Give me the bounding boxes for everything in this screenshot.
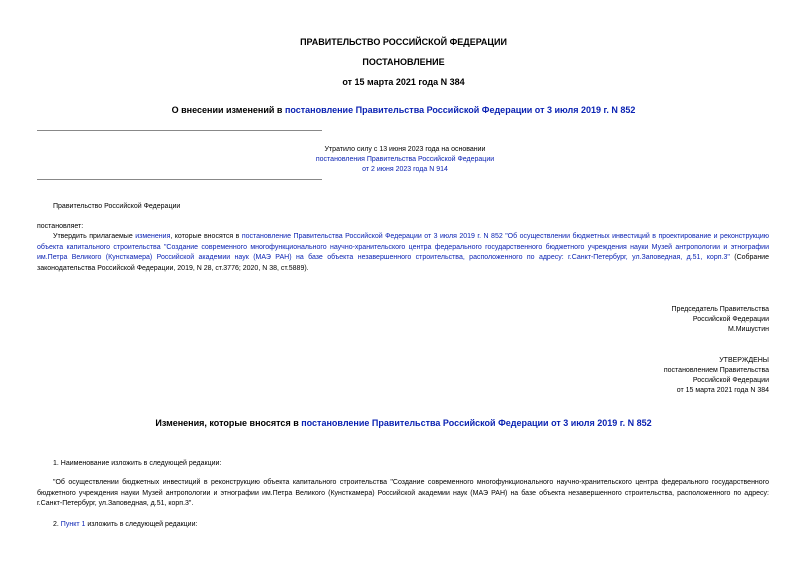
approval-block <box>664 356 769 396</box>
status-line: Утратило силу с 13 июня 2023 года на основании <box>324 146 486 153</box>
document-type: ПОСТАНОВЛЕНИЕ <box>362 57 445 67</box>
divider-bottom <box>37 179 322 180</box>
signature-org: Российской Федерации <box>692 316 769 323</box>
paragraph-text-c: (Собрание законодательства Российской Федерации, 2019, N 28, ст.3776; 2020, N 38, ст.5889). <box>37 254 769 272</box>
status-note <box>270 145 540 175</box>
signature-position: Председатель Правительства <box>671 306 769 313</box>
changes-title-prefix: Изменения, которые вносятся в <box>155 418 302 428</box>
amended-act-link[interactable]: постановление Правительства Российской Федерации от 3 июля 2019 г. N 852 <box>284 105 636 115</box>
point-1-link[interactable]: Пункт 1 <box>60 521 86 528</box>
quoted-title: "Об осуществлении бюджетных инвестиций в реконструкцию объекта капитального строительства "Создание современного многофункционального научно-хранительского центра федерального государственного бюджетного учреждения науки Музей антропологии и этнографии им.Петра Великого (Кунсткамера) Российской академии наук (МАЭ РАН) на базе объекта незавершенного строительства, расположенного по адресу: г.Санкт-Петербург, ул.Заповедная, д.51, корп.3". <box>37 479 769 507</box>
changes-act-link[interactable]: постановление Правительства Российской Федерации от 3 июля 2019 г. N 852 <box>301 418 652 428</box>
government-line: Правительство Российской Федерации <box>53 203 181 210</box>
item-1: 1. Наименование изложить в следующей редакции: <box>53 460 222 467</box>
item-2-number: 2. <box>53 521 61 528</box>
repeal-act-link[interactable]: постановления Правительства Российской Федерации <box>315 156 495 163</box>
divider-top <box>37 130 322 131</box>
changes-link[interactable]: изменения <box>135 233 171 240</box>
paragraph-text-a: Утвердить прилагаемые <box>53 233 136 240</box>
signature-name: М.Мишустин <box>727 326 769 333</box>
approval-line-4: от 15 марта 2021 года N 384 <box>676 387 769 394</box>
document-title-prefix: О внесении изменений в <box>171 105 285 115</box>
government-heading: ПРАВИТЕЛЬСТВО РОССИЙСКОЙ ФЕДЕРАЦИИ <box>300 37 507 47</box>
paragraph-text-b: , которые вносятся в <box>170 233 242 240</box>
item-2 <box>53 520 197 530</box>
item-2-text: изложить в следующей редакции: <box>85 521 198 528</box>
approval-line-3: Российской Федерации <box>692 377 769 384</box>
changes-title <box>0 418 807 428</box>
repeal-act-date-link[interactable]: от 2 июня 2023 года N 914 <box>362 166 448 173</box>
decides-line: постановляет: <box>37 223 84 230</box>
approval-line-2: постановлением Правительства <box>663 367 769 374</box>
resolution-paragraph <box>37 232 769 274</box>
document-title <box>0 105 807 115</box>
amended-act-full-link[interactable]: постановление Правительства Российской Федерации от 3 июля 2019 г. N 852 "Об осуществлении бюджетных инвестиций в проектирование и реконструкцию объекта капитального строительства "Создание современного многофункционального научно-хранительского центра федерального государственного бюджетного учреждения науки Музей антропологии и этнографии им.Петра Великого (Кунсткамера) Российской академии наук (МАЭ РАН) на базе объекта незавершенного строительства, расположенного по адресу: г.Санкт-Петербург, ул.Заповедная, д.51, корп.3" <box>37 233 769 261</box>
signature-block <box>672 305 769 335</box>
approval-title: УТВЕРЖДЕНЫ <box>719 357 769 364</box>
document-date-number: от 15 марта 2021 года N 384 <box>342 77 465 87</box>
